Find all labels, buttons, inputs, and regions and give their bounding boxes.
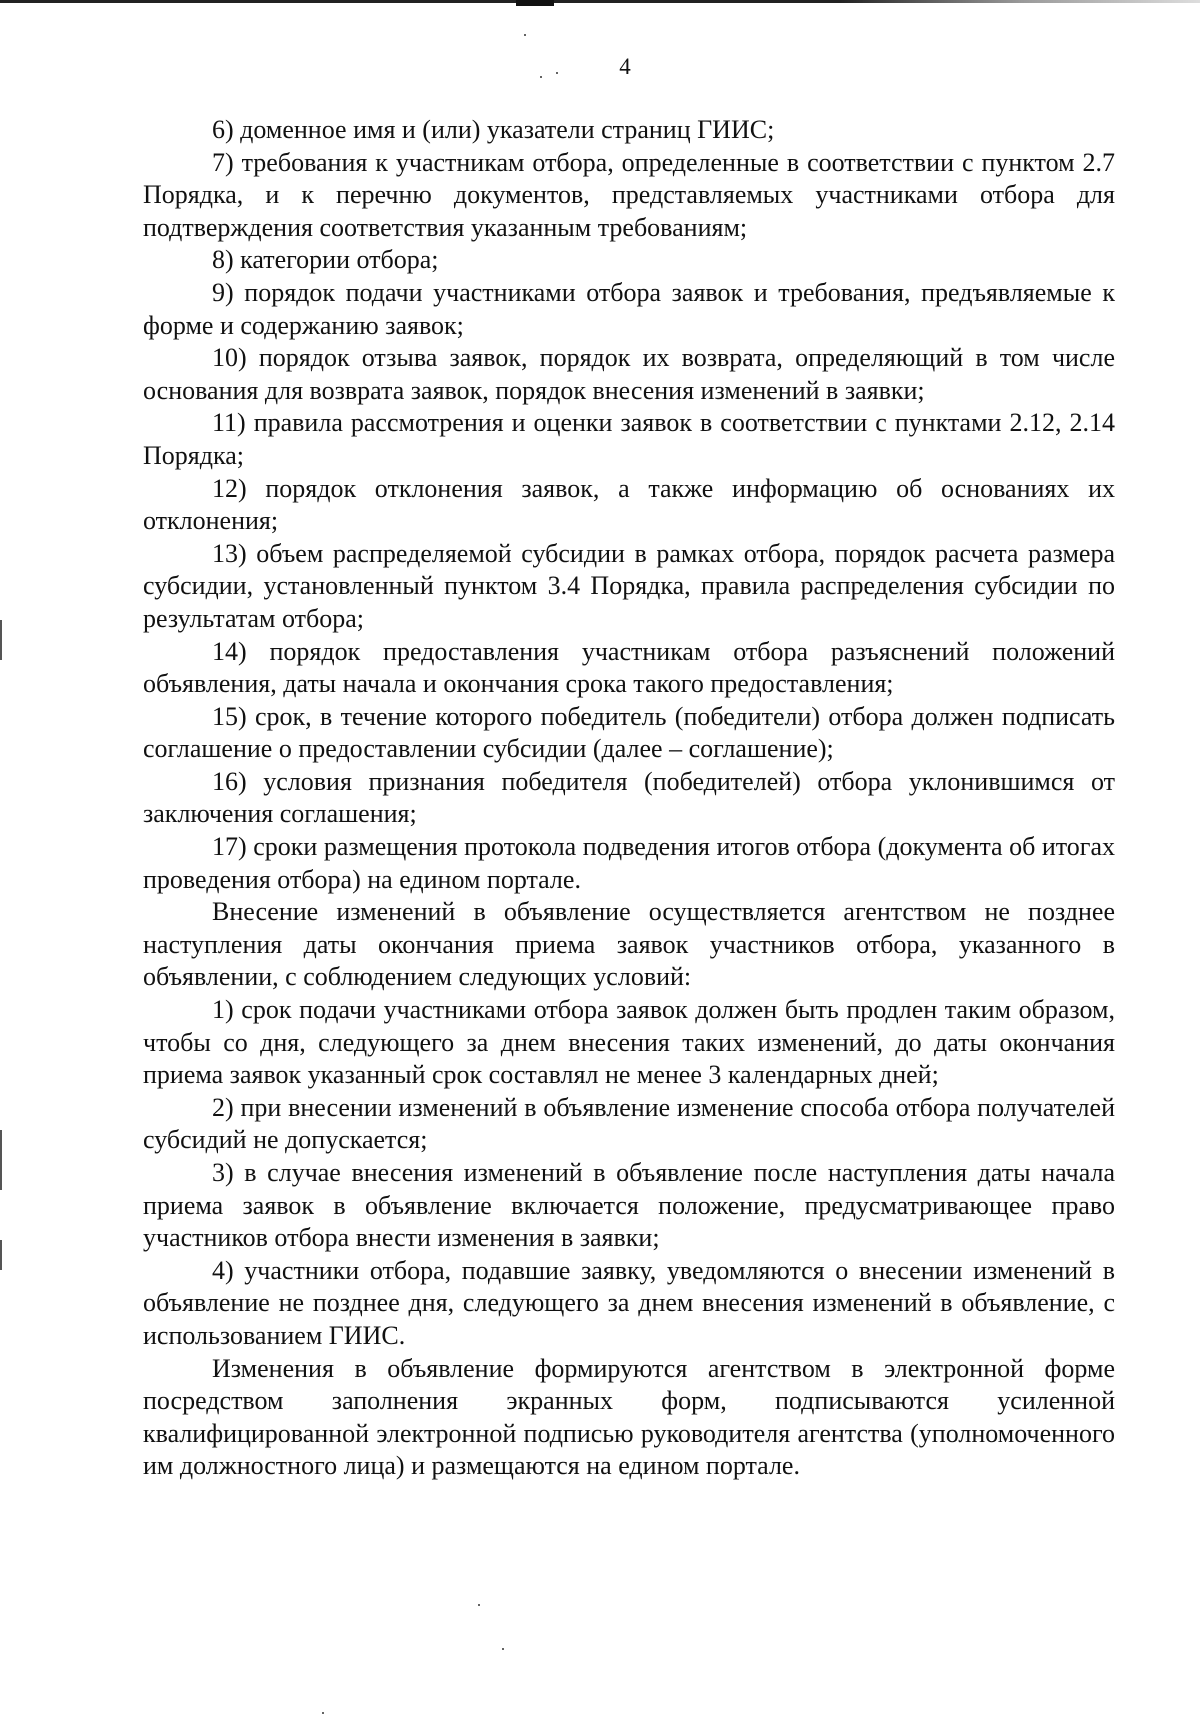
condition-item-2: 2) при внесении изменений в объявление изменение способа отбора получателей субсидий не допускается; (143, 1092, 1115, 1155)
scan-speck (478, 1604, 480, 1606)
amendment-intro-paragraph: Внесение изменений в объявление осуществляется агентством не позднее наступления даты окончания приема заявок участников отбора, указанного в объявлении, с соблюдением следующих условий: (143, 897, 1115, 992)
list-item-6: 6) доменное имя и (или) указатели страниц ГИИС; (212, 115, 775, 144)
condition-item-1: 1) срок подачи участниками отбора заявок должен быть продлен таким образом, чтобы со дня, следующего за днем внесения таких изменений, до даты окончания приема заявок указанный срок составлял не менее 3 календарных дней; (143, 995, 1115, 1090)
condition-item-4: 4) участники отбора, подавшие заявку, уведомляются о внесении изменений в объявление не позднее дня, следующего за днем внесения изменений в объявление, с использованием ГИИС. (143, 1255, 1115, 1350)
scan-speck (502, 1648, 504, 1650)
list-item-16: 16) условия признания победителя (победителей) отбора уклонившимся от заключения соглашения; (143, 766, 1115, 829)
page-number: 4 (619, 54, 631, 79)
scan-left-edge-mark (0, 1240, 2, 1270)
list-item-11: 11) правила рассмотрения и оценки заявок в соответствии с пунктами 2.12, 2.14 Порядка; (143, 408, 1115, 470)
list-item-13: 13) объем распределяемой субсидии в рамках отбора, порядок расчета размера субсидии, установленный пунктом 3.4 Порядка, правила распределения субсидии по результатам отбора; (143, 538, 1115, 633)
list-item-8: 8) категории отбора; (212, 245, 439, 275)
list-item-7: 7) требования к участникам отбора, определенные в соответствии с пунктом 2.7 Порядка, и к перечню документов, представляемых участниками отбора для подтверждения соответствия указанным требованиям; (143, 147, 1115, 242)
scan-speck (524, 34, 526, 36)
condition-item-3: 3) в случае внесения изменений в объявление после наступления даты начала приема заявок в объявление включается положение, предусматривающее право участников отбора внести изменения в заявки; (143, 1158, 1115, 1253)
scan-speck (322, 1712, 324, 1714)
list-item-12: 12) порядок отклонения заявок, а также информацию об основаниях их отклонения; (143, 473, 1115, 536)
scan-top-edge-mark (516, 0, 554, 6)
list-item-9: 9) порядок подачи участниками отбора заявок и требования, предъявляемые к форме и содержанию заявок; (143, 277, 1115, 340)
scan-left-edge-mark (0, 620, 2, 660)
list-item-10: 10) порядок отзыва заявок, порядок их возврата, определяющий в том числе основания для возврата заявок, порядок внесения изменений в заявки; (143, 343, 1115, 405)
scan-left-edge-mark (0, 1130, 2, 1190)
list-item-17: 17) сроки размещения протокола подведения итогов отбора (документа об итогах проведения отбора) на едином портале. (143, 832, 1115, 894)
closing-paragraph: Изменения в объявление формируются агентством в электронной форме посредством заполнения экранных форм, подписываются усиленной квалифицированной электронной подписью руководителя агентства (уполномоченного им должностного лица) и размещаются на едином портале. (143, 1353, 1115, 1481)
scan-top-edge-line (0, 0, 1200, 3)
list-item-14: 14) порядок предоставления участникам отбора разъяснений положений объявления, даты начала и окончания срока такого предоставления; (143, 636, 1115, 699)
list-item-15: 15) срок, в течение которого победитель (победители) отбора должен подписать соглашение о предоставлении субсидии (далее – соглашение); (143, 701, 1115, 764)
document-body (143, 114, 1115, 1483)
